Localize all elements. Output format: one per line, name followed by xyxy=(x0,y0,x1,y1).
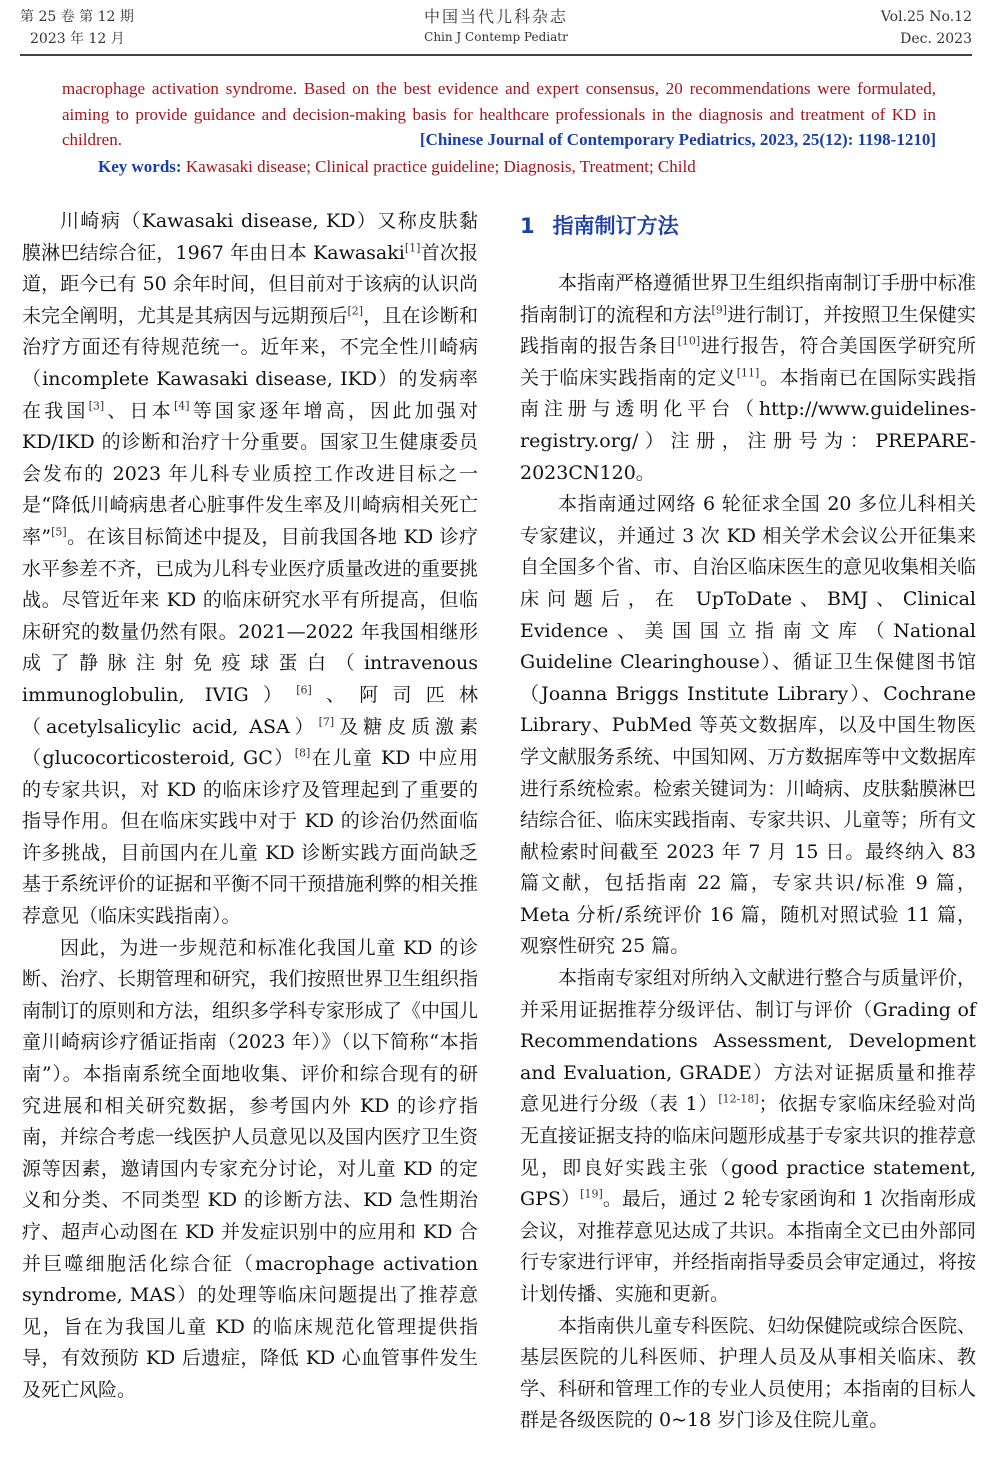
keywords-text: Kawasaki disease; Clinical practice guideline; Diagnosis, Treatment; Child xyxy=(185,157,696,176)
paragraph: 本指南专家组对所纳入文献进行整合与质量评价，并采用证据推荐分级评估、制订与评价（Grading of Recommendations Assessment, Development and Evaluation, GRADE）方法对证据质量和推荐意见进行分级（表 1）[12-18]；依据专家临床经验对尚无直接证据支持的临床问题形成基于专家共识的推荐意见，即良好实践主张（good practice statement, GPS）[19]。最后，通过 2 轮专家函询和 1 次指南形成会议，对推荐意见达成了共识。本指南全文已由外部同行专家进行评审，并经指南指导委员会审定通过，将按计划传播、实施和更新。 xyxy=(520,967,977,1305)
section-heading xyxy=(520,206,976,246)
header-right xyxy=(881,6,972,50)
date-en: Dec. 2023 xyxy=(900,31,972,47)
citation-ref[interactable]: [3] xyxy=(88,399,105,413)
keywords xyxy=(98,154,936,179)
section-title: 指南制订方法 xyxy=(552,214,679,238)
volume-en: Vol.25 No.12 xyxy=(880,9,972,25)
right-column xyxy=(520,206,976,1437)
citation-ref[interactable]: [1] xyxy=(404,241,421,255)
header-center xyxy=(20,6,972,46)
keywords-label: Key words: xyxy=(98,157,182,176)
citation-ref[interactable]: [10] xyxy=(677,334,701,348)
left-column xyxy=(22,206,478,1407)
volume-cn: 第 25 卷 第 12 期 xyxy=(20,9,134,25)
abstract-tail xyxy=(62,76,936,153)
citation-ref[interactable]: [7] xyxy=(318,715,335,729)
paragraph: 本指南供儿童专科医院、妇幼保健院或综合医院、基层医院的儿科医师、护理人员及从事相关临床、教学、科研和管理工作的专业人员使用；本指南的目标人群是各级医院的 0~18 岁门诊及住院儿童。 xyxy=(520,1314,977,1432)
citation-ref[interactable]: [5] xyxy=(51,525,67,539)
citation-ref[interactable]: [9] xyxy=(711,303,728,317)
section-number: 1 xyxy=(520,214,535,238)
journal-title-cn: 中国当代儿科杂志 xyxy=(423,7,568,26)
journal-title-en: Chin J Contemp Pediatr xyxy=(424,30,568,44)
citation: [Chinese Journal of Contemporary Pediatrics, 2023, 25(12): 1198-1210] xyxy=(419,130,936,149)
paragraph: 本指南严格遵循世界卫生组织指南制订手册中标准指南制订的流程和方法[9]进行制订，并按照卫生保健实践指南的报告条目[10]进行报告，符合美国医学研究所关于临床实践指南的定义[11]。本指南已在国际实践指南注册与透明化平台（http://www.guidelines-registry.org/）注册，注册号为：PREPARE-2023CN120。 xyxy=(520,272,977,484)
header-rule xyxy=(20,54,972,56)
abstract-text: macrophage activation syndrome. Based on the best evidence and expert consensus, 20 recommendations were formulated, aiming to provide guidance and decision-making basis for healthcare professionals in the diagnosis and treatment of KD in children. xyxy=(62,79,936,149)
paragraph: 因此，为进一步规范和标准化我国儿童 KD 的诊断、治疗、长期管理和研究，我们按照世界卫生组织指南制订的原则和方法，组织多学科专家形成了《中国儿童川崎病诊疗循证指南（2023 年）》（以下简称“本指南”）。本指南系统全面地收集、评价和综合现有的研究进展和相关研究数据，参考国内外 KD 的诊疗指南，并综合考虑一线医护人员意见以及国内医疗卫生资源等因素，邀请国内专家充分讨论，对儿童 KD 的定义和分类、不同类型 KD 的诊断方法、KD 急性期治疗、超声心动图在 KD 并发症识别中的应用和 KD 合并巨噬细胞活化综合征（macrophage activation syndrome, MAS）的处理等临床问题提出了推荐意见，旨在为我国儿童 KD 的临床规范化管理提供指导，有效预防 KD 后遗症，降低 KD 心血管事件发生及死亡风险。 xyxy=(22,936,479,1401)
citation-ref[interactable]: [2] xyxy=(347,304,364,318)
paragraph: 本指南通过网络 6 轮征求全国 20 多位儿科相关专家建议，并通过 3 次 KD 相关学术会议公开征集来自全国多个省、市、自治区临床医生的意见收集相关临床问题后，在 UpToDate、BMJ、Clinical Evidence、美国国立指南文库（National Guideline Clearinghouse）、循证卫生保健图书馆（Joanna Briggs Institute Library）、Cochrane Library、PubMed 等英文数据库，以及中国生物医学文献服务系统、中国知网、万方数据库等中文数据库进行系统检索。检索关键词为：川崎病、皮肤黏膜淋巴结综合征、临床实践指南、专家共识、儿童等；所有文献检索时间截至 2023 年 7 月 15 日。最终纳入 83 篇文献，包括指南 22 篇，专家共识/标准 9 篇，Meta 分析/系统评价 16 篇，随机对照试验 11 篇，观察性研究 25 篇。 xyxy=(520,493,977,958)
page-header xyxy=(20,6,972,54)
paragraph: 川崎病（Kawasaki disease, KD）又称皮肤黏膜淋巴结综合征，1967 年由日本 Kawasaki[1]首次报道，距今已有 50 余年时间，但目前对于该病的认识尚未完全阐明，尤其是其病因与远期预后[2]，且在诊断和治疗方面还有待规范统一。近年来，不完全性川崎病（incomplete Kawasaki disease, IKD）的发病率在我国[3]、日本[4]等国家逐年增高，因此加强对 KD/IKD 的诊断和治疗十分重要。国家卫生健康委员会发布的 2023 年儿科专业质控工作改进目标之一是“降低川崎病患者心脏事件发生率及川崎病相关死亡率”[5]。在该目标简述中提及，目前我国各地 KD 诊疗水平参差不齐，已成为儿科专业医疗质量改进的重要挑战。尽管近年来 KD 的临床研究水平有所提高，但临床研究的数量仍然有限。2021—2022 年我国相继形成了静脉注射免疫球蛋白（intravenous immunoglobulin, IVIG）[6]、阿司匹林（acetylsalicylic acid, ASA）[7]及糖皮质激素（glucocorticosteroid, GC）[8]在儿童 KD 中应用的专家共识，对 KD 的临床诊疗及管理起到了重要的指导作用。但在临床实践中对于 KD 的诊治仍然面临许多挑战，目前国内在儿童 KD 诊断实践方面尚缺乏基于系统评价的证据和平衡不同干预措施利弊的相关推荐意见（临床实践指南）。 xyxy=(22,210,479,928)
citation-ref[interactable]: [6] xyxy=(296,683,312,697)
citation-ref[interactable]: [11] xyxy=(736,366,760,380)
citation-ref[interactable]: [8] xyxy=(294,746,311,760)
citation-ref[interactable]: [4] xyxy=(173,399,190,413)
citation-ref[interactable]: [19] xyxy=(580,1187,603,1201)
date-cn: 2023 年 12 月 xyxy=(30,31,125,47)
citation-ref[interactable]: [12-18] xyxy=(718,1093,759,1107)
